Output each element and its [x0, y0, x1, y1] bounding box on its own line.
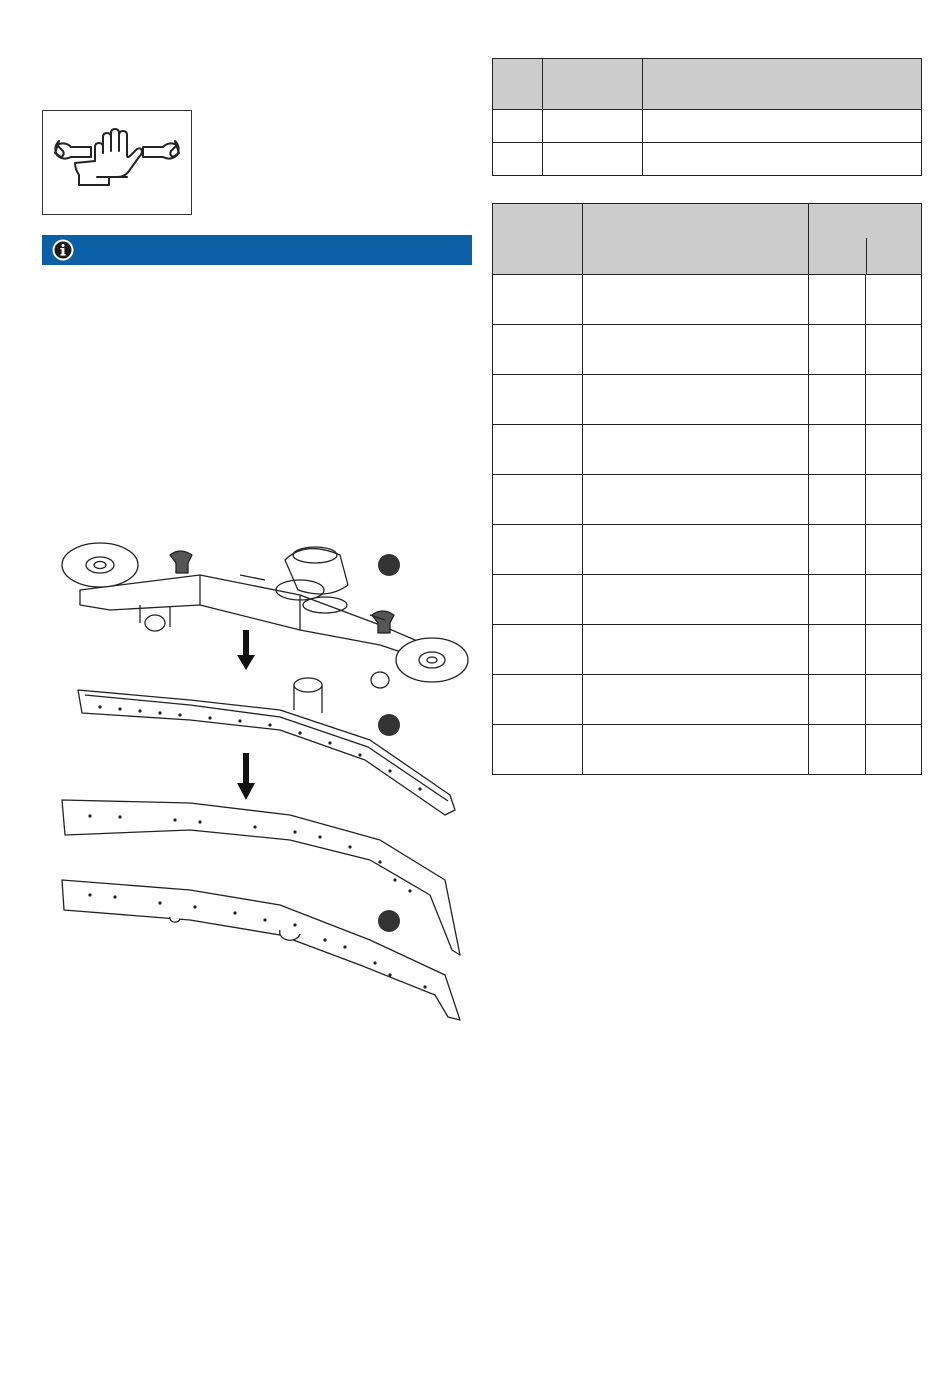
table-cell	[866, 275, 922, 325]
table-cell	[583, 475, 809, 525]
table-cell	[583, 675, 809, 725]
table-header-cell	[493, 204, 583, 275]
table-cell	[493, 625, 583, 675]
table-cell	[543, 143, 643, 176]
table-row	[493, 275, 922, 325]
table-header-cell	[809, 204, 922, 275]
blade-holder	[78, 690, 455, 815]
table-row	[493, 375, 922, 425]
table-cell	[809, 725, 866, 775]
table-cell	[583, 625, 809, 675]
table-cell	[493, 143, 543, 176]
table-cell	[493, 110, 543, 143]
table-row	[493, 325, 922, 375]
table-cell	[583, 375, 809, 425]
table-cell	[809, 525, 866, 575]
table-row	[493, 675, 922, 725]
table-row	[493, 575, 922, 625]
table-cell	[583, 425, 809, 475]
table-cell	[866, 625, 922, 675]
table-cell	[866, 525, 922, 575]
table-header-row	[493, 59, 922, 110]
table-cell	[543, 110, 643, 143]
table-cell	[643, 143, 922, 176]
callout-2	[378, 714, 400, 736]
table-cell	[583, 325, 809, 375]
table-cell	[493, 275, 583, 325]
parts-table-small	[492, 58, 922, 176]
table-row	[493, 475, 922, 525]
table-cell	[866, 425, 922, 475]
table-header-cell	[493, 59, 543, 110]
down-arrow	[237, 630, 255, 670]
table-cell	[809, 325, 866, 375]
table-cell	[809, 675, 866, 725]
table-cell	[583, 575, 809, 625]
table-cell	[493, 575, 583, 625]
table-cell	[809, 375, 866, 425]
table-cell	[866, 375, 922, 425]
table-cell	[809, 625, 866, 675]
callout-1	[378, 554, 400, 576]
table-cell	[493, 325, 583, 375]
table-header-row	[493, 204, 922, 275]
table-row	[493, 525, 922, 575]
table-cell	[583, 525, 809, 575]
table-cell	[866, 325, 922, 375]
maintenance-pictogram	[42, 110, 192, 215]
table-cell	[809, 275, 866, 325]
table-cell	[493, 525, 583, 575]
table-cell	[583, 275, 809, 325]
table-cell	[493, 375, 583, 425]
squeegee-exploded-illustration	[50, 535, 470, 1025]
table-row	[493, 625, 922, 675]
down-arrow	[237, 753, 255, 800]
table-header-cell	[643, 59, 922, 110]
callout-3	[378, 910, 400, 932]
table-row	[493, 425, 922, 475]
table-row	[493, 110, 922, 143]
table-cell	[493, 425, 583, 475]
table-header-cell	[583, 204, 809, 275]
left-knob	[170, 551, 192, 573]
front-blade	[62, 880, 460, 1020]
table-cell	[866, 675, 922, 725]
table-cell	[866, 725, 922, 775]
table-cell	[809, 575, 866, 625]
header-divider	[866, 238, 867, 274]
table-cell	[583, 725, 809, 775]
table-row	[493, 143, 922, 176]
parts-table-large	[492, 203, 922, 775]
hose-connector	[285, 549, 348, 594]
table-cell	[809, 475, 866, 525]
info-icon	[52, 239, 74, 261]
table-cell	[493, 725, 583, 775]
table-cell	[809, 425, 866, 475]
table-cell	[493, 675, 583, 725]
table-cell	[643, 110, 922, 143]
info-notice-bar	[42, 235, 472, 265]
table-cell	[866, 575, 922, 625]
wrench-glove-icon	[43, 111, 191, 214]
table-row	[493, 725, 922, 775]
table-cell	[866, 475, 922, 525]
table-cell	[493, 475, 583, 525]
table-header-cell	[543, 59, 643, 110]
